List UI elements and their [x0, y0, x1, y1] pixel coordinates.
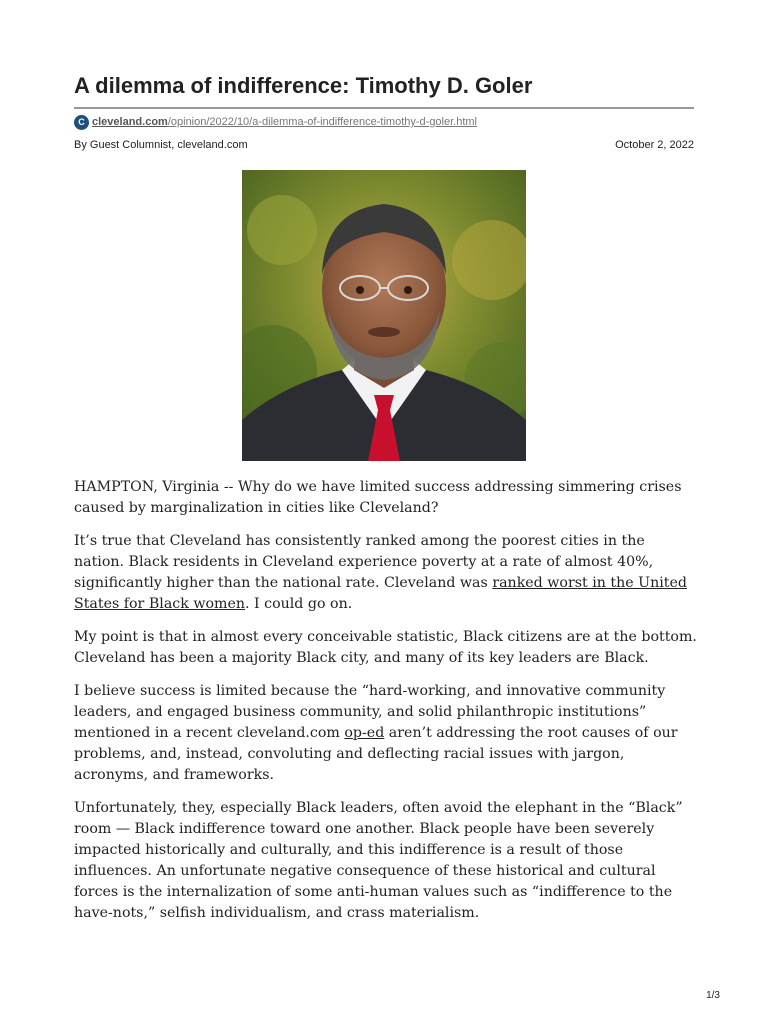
source-url[interactable] — [74, 113, 477, 131]
page-number: 1/3 — [706, 990, 720, 1001]
op-ed-link[interactable]: op-ed — [344, 725, 385, 741]
paragraph-4 — [74, 681, 699, 786]
paragraph-2-text-a: It’s true that Cleveland has consistently ranked among the poorest cities in the nation. Black residents in Cleveland experience poverty at a rate of almost 40%, significantly higher than the national rate. Cleveland was — [74, 533, 654, 591]
paragraph-4-text-a: I believe success is limited because the “hard-working, and innovative community leaders, and engaged business community, and solid philanthropic institutions” mentioned in a recent cleveland.com — [74, 683, 666, 741]
paragraph-4-text-b: aren’t addressing the root causes of our problems, and, instead, convoluting and deflecting racial issues with jargon, acronyms, and frameworks. — [74, 725, 678, 783]
paragraph-1-text: HAMPTON, Virginia -- Why do we have limited success addressing simmering crises caused by marginalization in cities like Cleveland? — [74, 479, 682, 516]
ranked-worst-link[interactable]: ranked worst in the United States for Black women — [74, 575, 687, 612]
cleveland-logo-icon: C — [74, 115, 89, 130]
source-domain-link[interactable]: cleveland.com — [92, 116, 168, 128]
author-portrait — [242, 170, 526, 461]
paragraph-2 — [74, 531, 699, 615]
paragraph-1 — [74, 477, 699, 519]
paragraph-5-text: Unfortunately, they, especially Black leaders, often avoid the elephant in the “Black” room — Black indifference toward one another. Black people have been severely impacted historically and culturally, and this indifference is a result of those influences. An unfortunate negative consequence of these historical and cultural forces is the internalization of some anti-human values such as “indifference to the have-nots,” selfish individualism, and crass materialism. — [74, 800, 683, 921]
title-divider — [74, 107, 694, 109]
byline: By Guest Columnist, cleveland.com — [74, 139, 248, 151]
article-title: A dilemma of indifference: Timothy D. Goler — [74, 73, 533, 98]
source-path-link[interactable]: /opinion/2022/10/a-dilemma-of-indifference-timothy-d-goler.html — [167, 116, 478, 128]
publish-date: October 2, 2022 — [615, 139, 694, 151]
paragraph-2-text-b: . I could go on. — [245, 596, 353, 612]
article-body — [74, 477, 699, 936]
paragraph-5 — [74, 798, 699, 924]
paragraph-3 — [74, 627, 699, 669]
paragraph-3-text: My point is that in almost every conceivable statistic, Black citizens are at the bottom. Cleveland has been a majority Black city, and many of its key leaders are Black. — [74, 629, 697, 666]
article-meta — [74, 139, 694, 151]
